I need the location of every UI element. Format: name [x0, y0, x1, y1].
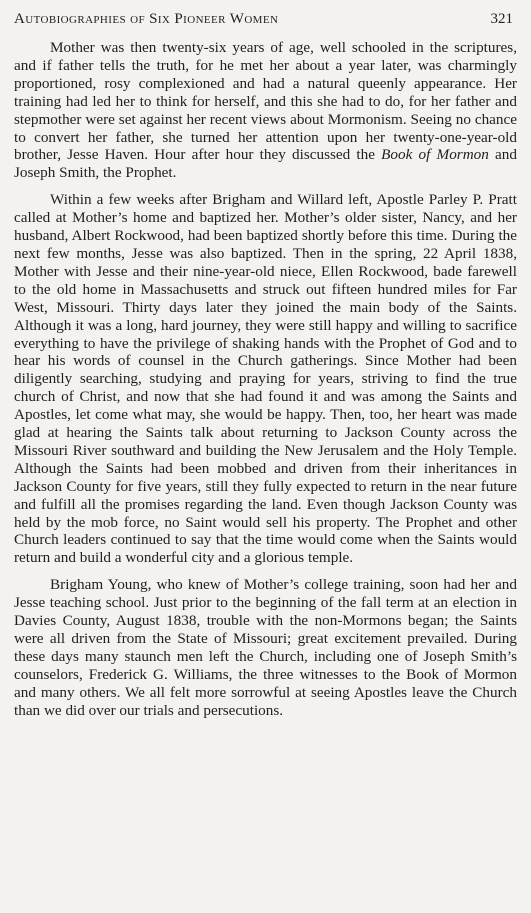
page-header: [14, 11, 517, 33]
body-text: [14, 39, 517, 720]
running-head: Autobiographies of Six Pioneer Women: [14, 11, 279, 27]
paragraph-1-text-b: and Joseph Smith, the Prophet.: [14, 146, 517, 182]
book-of-mormon-title: Book of Mormon: [381, 146, 489, 164]
paragraph-1-text-a: Mother was then twenty-six years of age, well schooled in the scriptures, and if father tells the truth, for he met her about a year later, was charmingly proportioned, rosy complexioned and had a natural queenly appearance. Her training had led her to think for herself, and this she had to do, for her father and stepmother were set against her recent views about Mormonism. Seeing no chance to convert her father, she turned her attention upon her twenty-one-year-old brother, Jesse Haven. Hour after hour they discussed the: [14, 39, 517, 164]
paragraph-2: Within a few weeks after Brigham and Willard left, Apostle Parley P. Pratt called at Mother’s home and baptized her. Mother’s older sister, Nancy, and her husband, Albert Rockwood, had been baptized shortly before this time. During the next few months, Jesse was also baptized. Then in the spring, 22 April 1838, Mother with Jesse and their nine-year-old niece, Ellen Rockwood, bade farewell to the old home in Massachusetts and struck out fifteen hundred miles for Far West, Missouri. Thirty days later they joined the main body of the Saints. Although it was a long, hard journey, they were still happy and willing to sacrifice everything to have the privilege of shaking hands with the Prophet of God and to hear his words of counsel in the Church gatherings. Since Mother had been diligently searching, studying and praying for years, striving to find the true church of Christ, and now that she had found it and was among the Saints and Apostles, let come what may, she would be happy. Then, too, her heart was made glad at hearing the Saints talk about returning to Jackson County across the Missouri River southward and building the New Jerusalem and the Holy Temple. Although the Saints had been mobbed and driven from their inheritances in Jackson County for five years, still they fully expected to return in the near future and fulfill all the promises regarding the land. Even though Jackson County was held by the mob force, no Saint would sell his property. The Prophet and other Church leaders continued to say that the time would come when the Saints would return and build a wonderful city and a glorious temple.: [14, 191, 517, 567]
paragraph-1: [14, 39, 517, 182]
paragraph-3: Brigham Young, who knew of Mother’s college training, soon had her and Jesse teaching school. Just prior to the beginning of the fall term at an election in Davies County, August 1838, trouble with the non-Mormons began; the Saints were all driven from the State of Missouri; great excitement prevailed. During these days many staunch men left the Church, including one of Joseph Smith’s counselors, Frederick G. Williams, the three witnesses to the Book of Mormon and many others. We all felt more sorrowful at seeing Apostles leave the Church than we did over our trials and persecutions.: [14, 576, 517, 719]
page-number: 321: [490, 11, 513, 27]
